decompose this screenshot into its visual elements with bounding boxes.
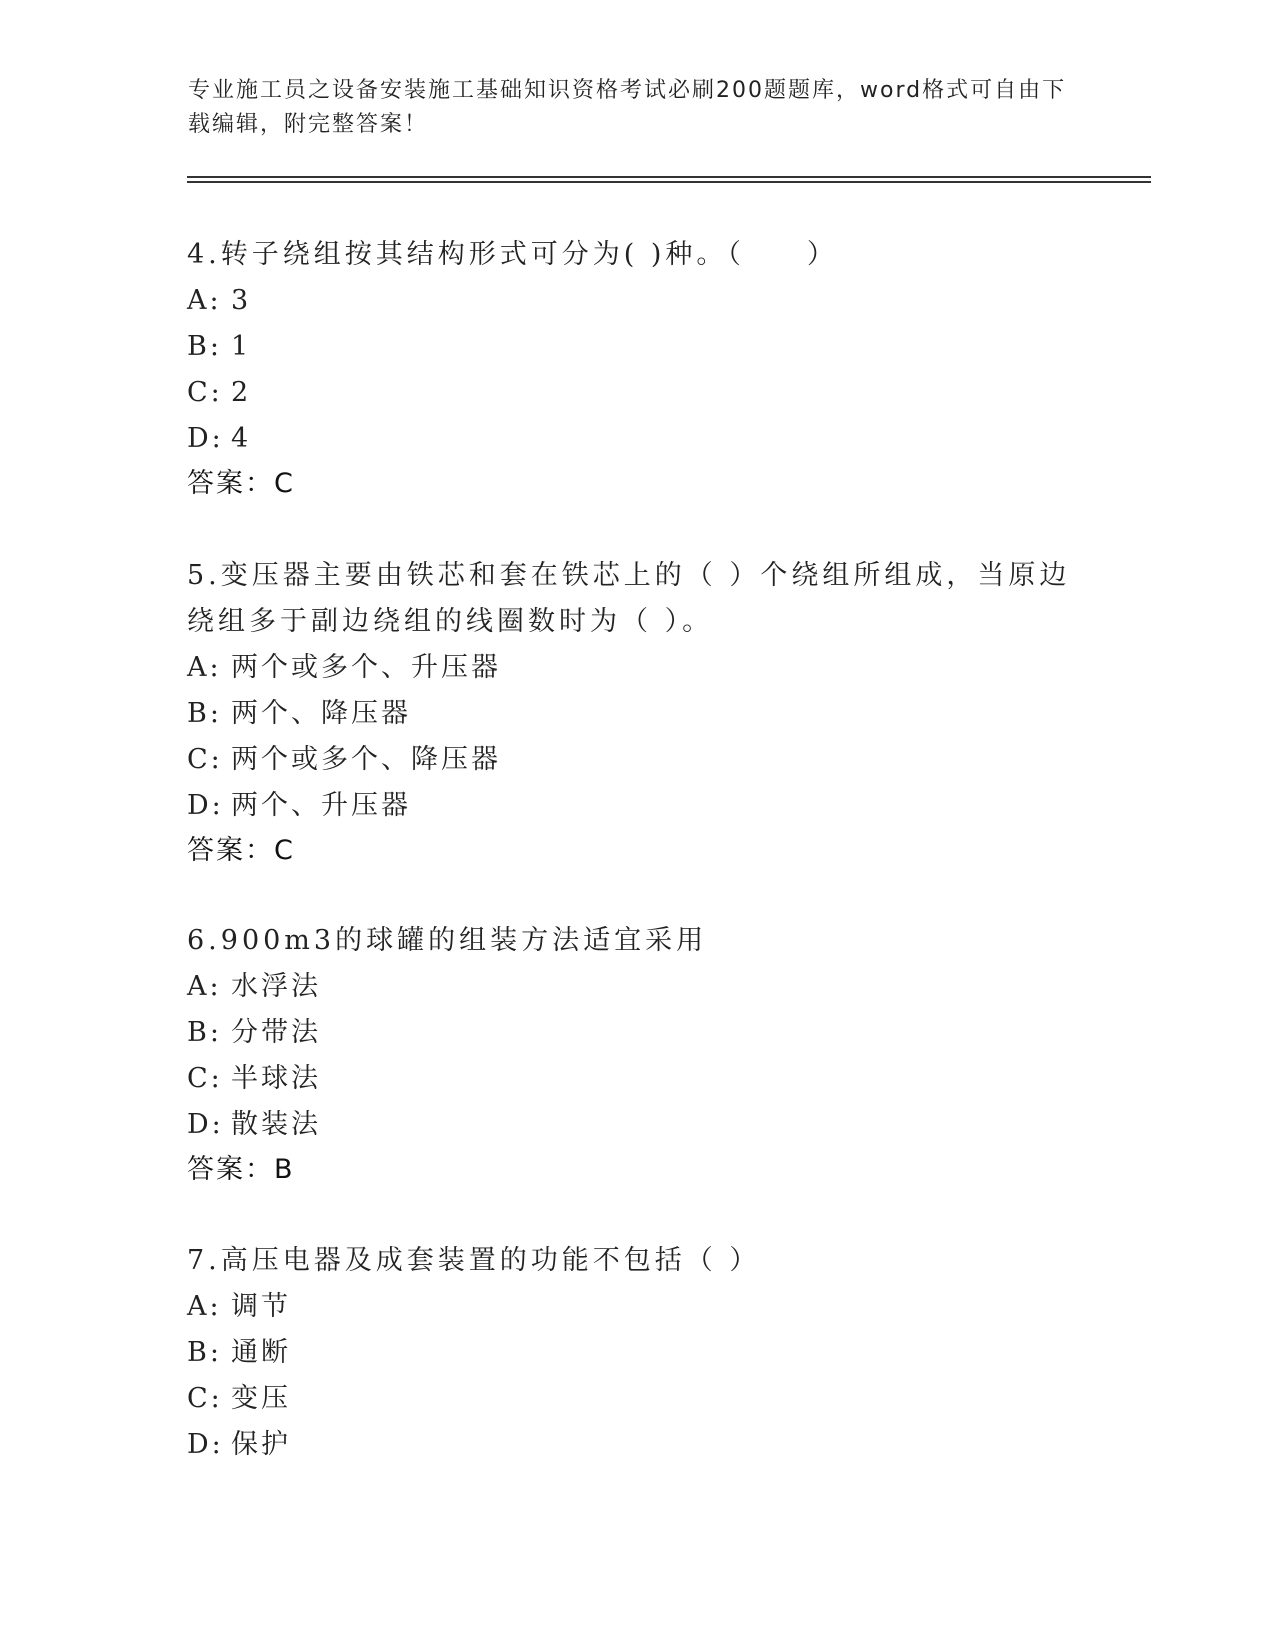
question-stem: 5.变压器主要由铁芯和套在铁芯上的（ ）个绕组所组成，当原边绕组多于副边绕组的线圈数时为（ ）。 <box>187 560 1071 637</box>
option-text: 两个或多个、降压器 <box>231 744 501 775</box>
option-letter: B: <box>187 331 222 362</box>
option-text: 水浮法 <box>231 971 321 1002</box>
option-text: 4 <box>231 423 252 454</box>
question-block <box>187 553 1087 873</box>
option-c <box>187 1056 1087 1102</box>
option-c <box>187 737 1087 783</box>
option-d <box>187 1422 1087 1468</box>
header-divider-bottom <box>187 181 1151 183</box>
option-letter: A: <box>187 285 222 316</box>
option-text: 分带法 <box>231 1017 321 1048</box>
option-text: 保护 <box>231 1429 291 1460</box>
option-text: 变压 <box>231 1383 291 1414</box>
option-text: 通断 <box>231 1337 291 1368</box>
document-header: 专业施工员之设备安装施工基础知识资格考试必刷200题题库，word格式可自由下载编辑，附完整答案！ <box>188 78 1067 137</box>
question-block <box>187 918 1087 1192</box>
answer-line: 答案：C <box>187 468 295 499</box>
question-block <box>187 232 1087 506</box>
option-a <box>187 1284 1087 1330</box>
option-letter: B: <box>187 1337 222 1368</box>
question-stem: 7.高压电器及成套装置的功能不包括（ ） <box>187 1245 761 1276</box>
option-text: 1 <box>231 331 252 362</box>
option-c <box>187 1376 1087 1422</box>
option-c <box>187 370 1087 416</box>
option-text: 两个或多个、升压器 <box>231 652 501 683</box>
answer-line: 答案：C <box>187 835 295 866</box>
option-b <box>187 1330 1087 1376</box>
option-d <box>187 1102 1087 1148</box>
option-letter: C: <box>187 1063 223 1094</box>
option-b <box>187 691 1087 737</box>
option-text: 两个、降压器 <box>231 698 411 729</box>
option-a <box>187 645 1087 691</box>
option-text: 调节 <box>231 1291 291 1322</box>
answer-line: 答案：B <box>187 1154 295 1185</box>
option-letter: D: <box>187 1429 224 1460</box>
option-letter: D: <box>187 423 224 454</box>
option-letter: B: <box>187 698 222 729</box>
option-letter: D: <box>187 790 224 821</box>
question-stem: 6.900m3的球罐的组装方法适宜采用 <box>187 925 708 956</box>
option-letter: C: <box>187 1383 223 1414</box>
option-d <box>187 416 1087 462</box>
question-stem: 4.转子绕组按其结构形式可分为( )种。（ ） <box>187 239 838 270</box>
option-letter: C: <box>187 377 223 408</box>
option-letter: A: <box>187 971 222 1002</box>
option-letter: D: <box>187 1109 224 1140</box>
option-a <box>187 278 1087 324</box>
option-text: 两个、升压器 <box>231 790 411 821</box>
option-b <box>187 1010 1087 1056</box>
option-letter: A: <box>187 1291 222 1322</box>
option-text: 2 <box>231 377 252 408</box>
header-divider-top <box>187 176 1151 178</box>
option-d <box>187 783 1087 829</box>
option-a <box>187 964 1087 1010</box>
question-block <box>187 1238 1087 1468</box>
option-text: 半球法 <box>231 1063 321 1094</box>
option-text: 散装法 <box>231 1109 321 1140</box>
option-letter: B: <box>187 1017 222 1048</box>
option-letter: C: <box>187 744 223 775</box>
option-b <box>187 324 1087 370</box>
option-text: 3 <box>231 285 252 316</box>
option-letter: A: <box>187 652 222 683</box>
